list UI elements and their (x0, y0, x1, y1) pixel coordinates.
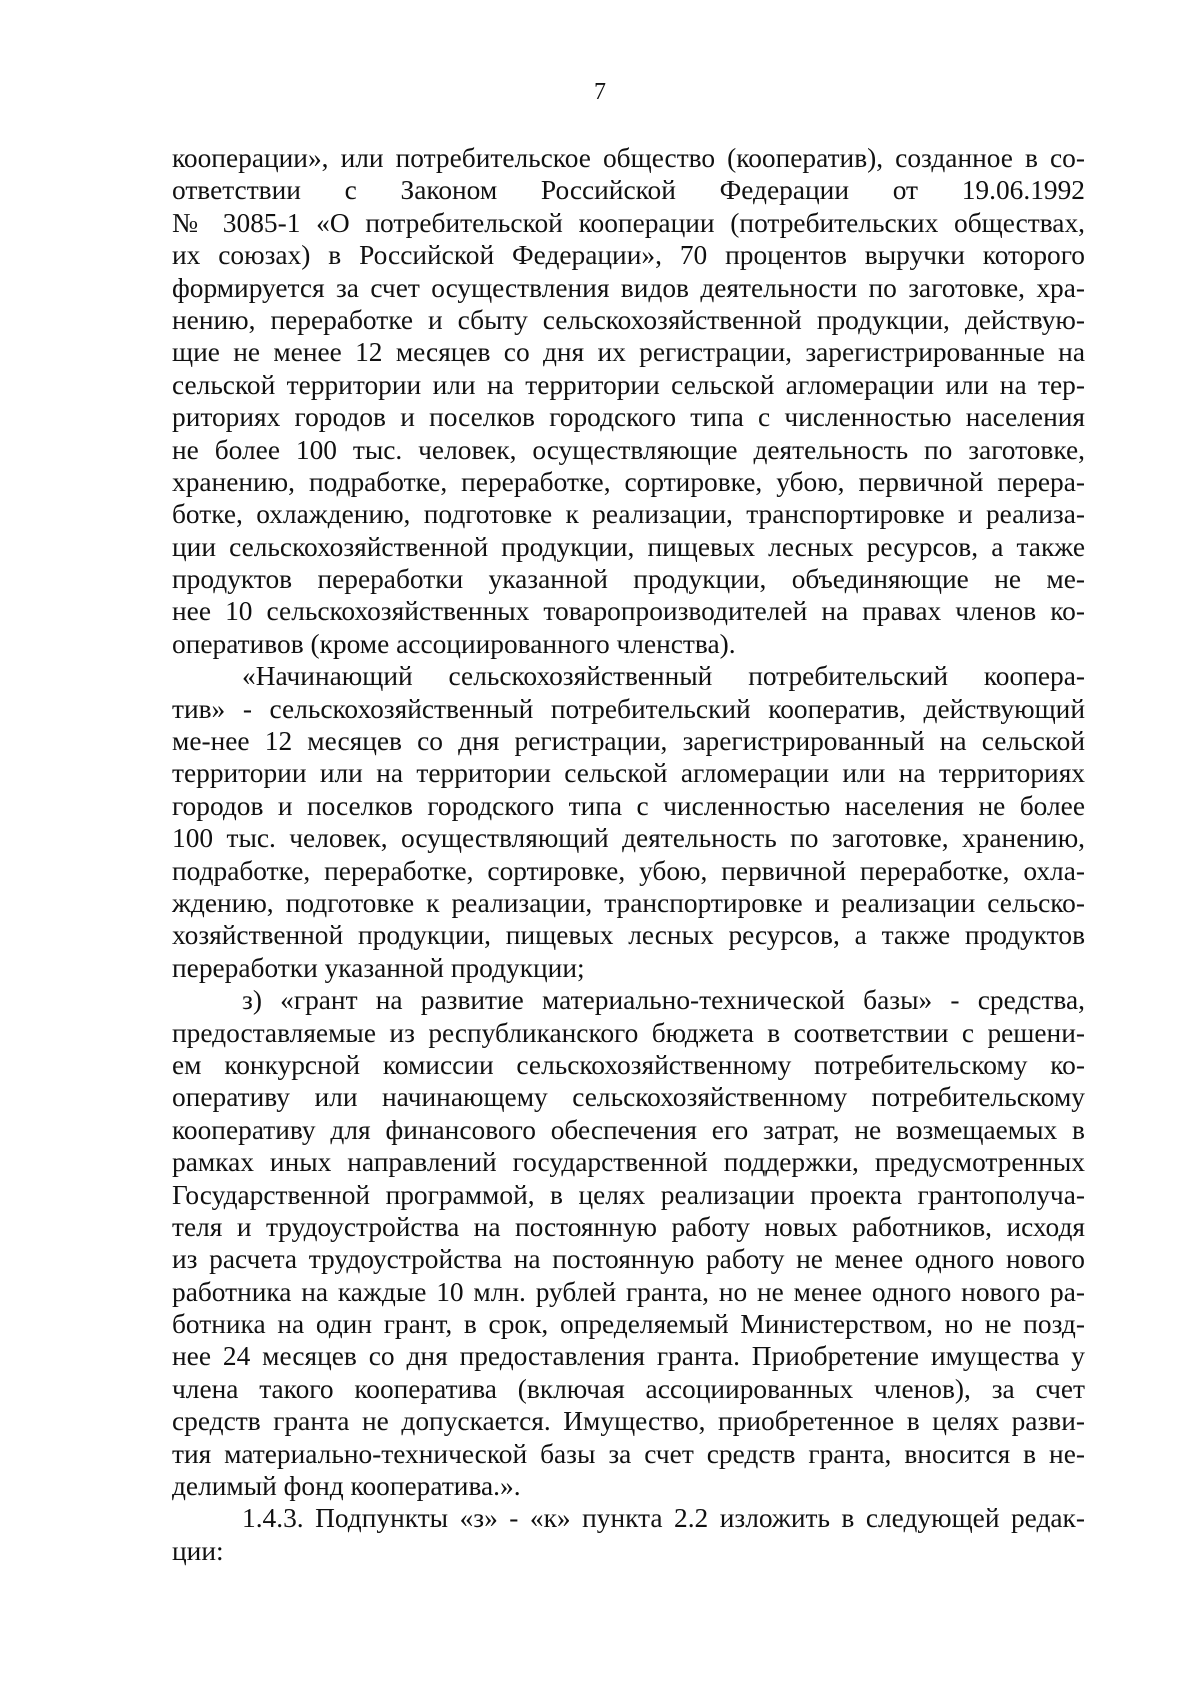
text-line: кооперации», или потребительское общество (кооператив), созданное в со- (172, 143, 1085, 173)
text-line: оперативу или начинающему сельскохозяйственному потребительскому (172, 1082, 1085, 1113)
text-line: сельской территории или на территории сельской агломерации или на тер- (172, 369, 1085, 400)
text-line: № 3085-1 «О потребительской кооперации (потребительских обществах, (172, 207, 1085, 238)
text-line: городов и поселков городского типа с численностью населения не более (172, 790, 1085, 821)
text-line: Государственной программой, в целях реализации проекта грантополуча- (172, 1179, 1085, 1210)
text-line: не более 100 тыс. человек, осуществляющие деятельность по заготовке, (172, 434, 1085, 465)
text-line: теля и трудоустройства на постоянную работу новых работников, исходя (172, 1211, 1085, 1242)
text-line: ботке, охлаждению, подготовке к реализации, транспортировке и реализа- (172, 499, 1085, 530)
text-line: хозяйственной продукции, пищевых лесных ресурсов, а также продуктов (172, 920, 1085, 951)
text-line: формируется за счет осуществления видов деятельности по заготовке, хра- (172, 272, 1085, 303)
text-line: щие не менее 12 месяцев со дня их регистрации, зарегистрированные на (172, 337, 1085, 368)
text-line: нению, переработке и сбыту сельскохозяйственной продукции, действую- (172, 304, 1085, 335)
text-line: ции: (172, 1535, 224, 1566)
text-line: кооперативу для финансового обеспечения его затрат, не возмещаемых в (172, 1114, 1085, 1145)
text-line: предоставляемые из республиканского бюджета в соответствии с решени- (172, 1017, 1085, 1048)
text-line: продуктов переработки указанной продукции, объединяющие не ме- (172, 564, 1085, 595)
text-line: 100 тыс. человек, осуществляющий деятельность по заготовке, хранению, (172, 823, 1085, 854)
text-line: работника на каждые 10 млн. рублей гранта, но не менее одного нового ра- (172, 1276, 1085, 1307)
text-line: ждению, подготовке к реализации, транспортировке и реализации сельско- (172, 887, 1085, 918)
text-line: риториях городов и поселков городского типа с численностью населения (172, 402, 1085, 433)
text-line: делимый фонд кооператива.». (172, 1471, 521, 1502)
text-line: подработке, переработке, сортировке, убою, первичной переработке, охла- (172, 855, 1085, 886)
text-line: ответствии с Законом Российской Федерации от 19.06.1992 (172, 175, 1085, 206)
text-line: их союзах) в Российской Федерации», 70 процентов выручки которого (172, 240, 1085, 271)
text-line: нее 24 месяцев со дня предоставления гранта. Приобретение имущества у (172, 1341, 1085, 1372)
text-line: нее 10 сельскохозяйственных товаропроизводителей на правах членов ко- (172, 596, 1085, 627)
text-line: з) «грант на развитие материально-технической базы» - средства, (242, 985, 1085, 1016)
text-line: оперативов (кроме ассоциированного членства). (172, 628, 736, 659)
text-line: переработки указанной продукции; (172, 952, 585, 983)
text-line: ботника на один грант, в срок, определяемый Министерством, но не позд- (172, 1309, 1085, 1340)
text-line: из расчета трудоустройства на постоянную работу не менее одного нового (172, 1244, 1085, 1275)
document-body (172, 142, 1085, 1567)
text-line: члена такого кооператива (включая ассоциированных членов), за счет (172, 1373, 1085, 1404)
text-line: ем конкурсной комиссии сельскохозяйственному потребительскому ко- (172, 1049, 1085, 1080)
text-line: ции сельскохозяйственной продукции, пищевых лесных ресурсов, а также (172, 531, 1085, 562)
text-line: средств гранта не допускается. Имущество, приобретенное в целях разви- (172, 1406, 1085, 1437)
text-line: ме-нее 12 месяцев со дня регистрации, зарегистрированный на сельской (172, 726, 1085, 757)
text-line: тия материально-технической базы за счет средств гранта, вносится в не- (172, 1438, 1085, 1469)
text-line: тив» - сельскохозяйственный потребительский кооператив, действующий (172, 693, 1085, 724)
text-line: хранению, подработке, переработке, сортировке, убою, первичной перера- (172, 466, 1085, 497)
text-line: 1.4.3. Подпункты «з» - «к» пункта 2.2 изложить в следующей редак- (242, 1503, 1085, 1534)
page-number: 7 (594, 79, 606, 105)
text-line: рамках иных направлений государственной поддержки, предусмотренных (172, 1147, 1085, 1178)
text-line: «Начинающий сельскохозяйственный потребительский коопера- (242, 661, 1085, 692)
text-line: территории или на территории сельской агломерации или на территориях (172, 758, 1085, 789)
